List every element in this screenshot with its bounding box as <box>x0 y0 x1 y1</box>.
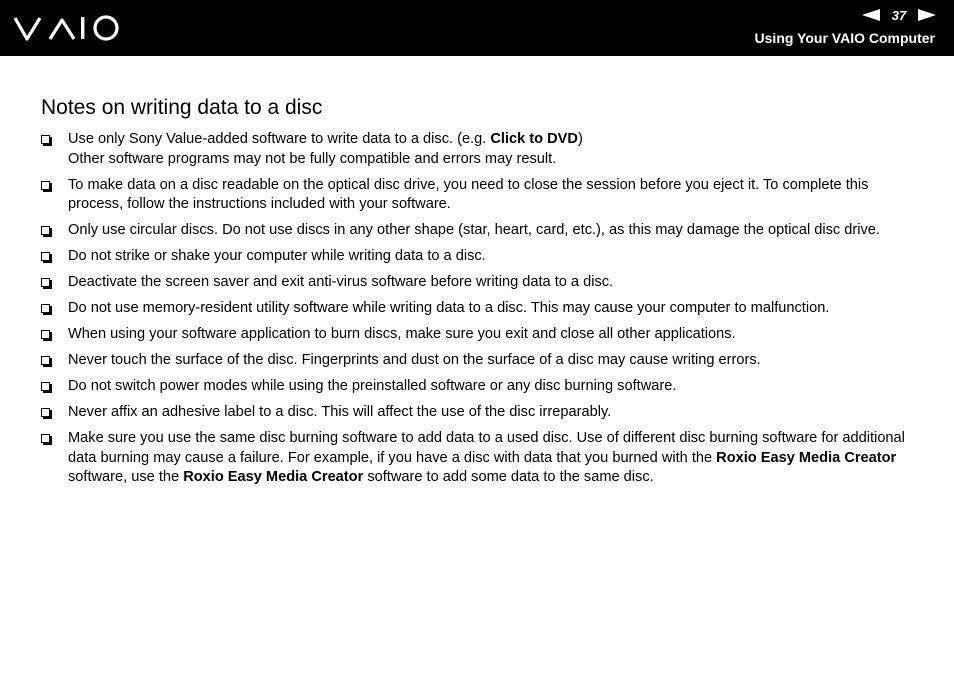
item-text: software to add some data to the same disc. <box>363 469 654 485</box>
item-text: To make data on a disc readable on the optical disc drive, you need to close the session before you eject it. To complete this process, follow the instructions included with your software. <box>68 176 869 212</box>
item-text: When using your software application to burn discs, make sure you exit and close all other applications. <box>68 326 736 342</box>
checkbox-bullet-icon <box>41 382 50 391</box>
item-bold-text: Roxio Easy Media Creator <box>183 469 364 485</box>
checkbox-bullet-icon <box>41 356 50 365</box>
checkbox-bullet-icon <box>41 252 50 261</box>
checkbox-bullet-icon <box>41 135 50 144</box>
item-text: Never affix an adhesive label to a disc. This will affect the use of the disc irreparably. <box>68 404 612 420</box>
vaio-logo <box>13 12 121 49</box>
page-number: 37 <box>891 7 907 23</box>
list-item <box>41 325 916 345</box>
checkbox-bullet-icon <box>41 181 50 190</box>
item-text: Never touch the surface of the disc. Fingerprints and dust on the surface of a disc may cause writing errors. <box>68 352 761 368</box>
main-content <box>41 95 916 494</box>
previous-page-arrow-icon[interactable] <box>862 9 880 21</box>
page-navigation <box>862 7 936 23</box>
checkbox-bullet-icon <box>41 408 50 417</box>
checkbox-bullet-icon <box>41 304 50 313</box>
checkbox-bullet-icon <box>41 278 50 287</box>
list-item <box>41 377 916 397</box>
item-text: Make sure you use the same disc burning software to add data to a used disc. Use of different disc burning software for additional data burning may cause a failure. For example, if you have a disc with data that you burned with the <box>68 430 905 466</box>
item-text: Only use circular discs. Do not use discs in any other shape (star, heart, card, etc.), as this may damage the optical disc drive. <box>68 222 880 238</box>
list-item <box>41 130 916 169</box>
item-text: Other software programs may not be fully compatible and errors may result. <box>68 150 557 167</box>
item-text: Do not use memory-resident utility software while writing data to a disc. This may cause your computer to malfunction. <box>68 300 830 316</box>
list-item <box>41 273 916 293</box>
notes-list <box>41 130 916 488</box>
list-item <box>41 429 916 488</box>
item-text: Deactivate the screen saver and exit anti-virus software before writing data to a disc. <box>68 274 614 290</box>
list-item <box>41 221 916 241</box>
item-text: ) <box>577 131 583 147</box>
list-item <box>41 403 916 423</box>
checkbox-bullet-icon <box>41 434 50 443</box>
list-item <box>41 299 916 319</box>
item-text: Do not strike or shake your computer while writing data to a disc. <box>68 248 486 264</box>
next-page-arrow-icon[interactable] <box>918 9 936 21</box>
header-bar <box>0 0 954 56</box>
section-title: Using Your VAIO Computer <box>754 30 935 46</box>
list-item <box>41 176 916 215</box>
item-text: Use only Sony Value-added software to write data to a disc. (e.g. <box>68 131 491 147</box>
item-text: Do not switch power modes while using the preinstalled software or any disc burning software. <box>68 378 677 394</box>
item-bold-text: Click to DVD <box>490 131 578 147</box>
list-item <box>41 247 916 267</box>
item-text: software, use the <box>68 469 184 485</box>
page-title: Notes on writing data to a disc <box>41 96 323 119</box>
item-bold-text: Roxio Easy Media Creator <box>716 449 897 466</box>
checkbox-bullet-icon <box>41 226 50 235</box>
list-item <box>41 351 916 371</box>
checkbox-bullet-icon <box>41 330 50 339</box>
